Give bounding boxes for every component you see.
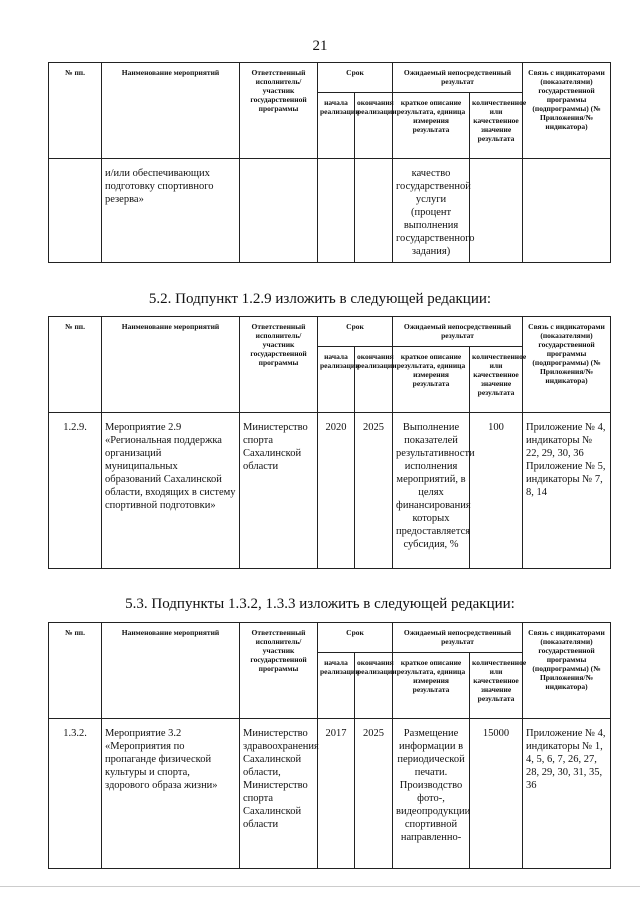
table-row [49,719,611,869]
col-resp-header: Ответственный исполнитель/участник государственной программы [240,63,318,159]
row-link: Приложение № 4, индикаторы № 22, 29, 30, 36 Приложение № 5, индикаторы № 7, 8, 14 [523,413,611,569]
col-desc-header: краткое описание результата, единица измерения результата [393,653,470,719]
col-value-header: количественное или качественное значение результата [470,653,523,719]
col-start-header: начала реализации [318,93,355,159]
row-end: 2025 [355,719,393,869]
row-resp: Министерство спорта Сахалинской области [240,413,318,569]
col-result-header: Ожидаемый непосредственный результат [393,63,523,93]
col-start-header: начала реализации [318,653,355,719]
row-name: и/или обеспечивающих подготовку спортивного резерва» [102,159,240,263]
row-name: Мероприятие 2.9 «Региональная поддержка организаций муниципальных образований Сахалинской области, входящих в систему спортивной подготовки» [102,413,240,569]
col-value-header: количественное или качественное значение результата [470,93,523,159]
section-heading-5-3: 5.3. Подпункты 1.3.2, 1.3.3 изложить в следующей редакции: [125,596,515,612]
col-end-header: окончания реализации [355,653,393,719]
section-heading-5-2: 5.2. Подпункт 1.2.9 изложить в следующей редакции: [148,291,492,307]
row-link [523,159,611,263]
col-name-header: Наименование мероприятий [102,317,240,413]
col-term-header: Срок [318,623,393,653]
col-num-header: № пп. [49,317,102,413]
row-value: 15000 [470,719,523,869]
row-link: Приложение № 4, индикаторы № 1, 4, 5, 6, 7, 26, 27, 28, 29, 30, 31, 35, 36 [523,719,611,869]
table-row [49,413,611,569]
measures-table-3 [48,622,611,869]
col-link-header: Связь с индикаторами (показателями) государственной программы (подпрограммы) (№ Приложения/№ индикатора) [523,623,611,719]
col-start-header: начала реализации [318,347,355,413]
col-term-header: Срок [318,63,393,93]
col-desc-header: краткое описание результата, единица измерения результата [393,347,470,413]
col-result-header: Ожидаемый непосредственный результат [393,623,523,653]
measures-table-1 [48,62,611,263]
row-start: 2017 [318,719,355,869]
row-value [470,159,523,263]
col-end-header: окончания реализации [355,93,393,159]
row-name: Мероприятие 3.2 «Мероприятия по пропаганде физической культуры и спорта, здорового образа жизни» [102,719,240,869]
col-num-header: № пп. [49,623,102,719]
row-resp: Министерство здравоохранения Сахалинской области, Министерство спорта Сахалинской области [240,719,318,869]
row-num: 1.3.2. [49,719,102,869]
row-num: 1.2.9. [49,413,102,569]
table-header-row [49,317,611,347]
col-num-header: № пп. [49,63,102,159]
col-value-header: количественное или качественное значение результата [470,347,523,413]
row-start [318,159,355,263]
row-end [355,159,393,263]
row-start: 2020 [318,413,355,569]
col-name-header: Наименование мероприятий [102,63,240,159]
row-end: 2025 [355,413,393,569]
page-number: 21 [312,38,328,54]
col-name-header: Наименование мероприятий [102,623,240,719]
col-link-header: Связь с индикаторами (показателями) государственной программы (подпрограммы) (№ Приложения/№ индикатора) [523,63,611,159]
row-resp [240,159,318,263]
table-header-row [49,63,611,93]
col-desc-header: краткое описание результата, единица измерения результата [393,93,470,159]
page-bottom-edge [0,886,640,891]
table-header-row [49,623,611,653]
col-end-header: окончания реализации [355,347,393,413]
table-row [49,159,611,263]
col-result-header: Ожидаемый непосредственный результат [393,317,523,347]
col-resp-header: Ответственный исполнитель/участник государственной программы [240,623,318,719]
row-desc: Размещение информации в периодической печати. Производство фото-, видеопродукции спортивной направленно- [393,719,470,869]
col-term-header: Срок [318,317,393,347]
row-desc: Выполнение показателей результативности исполнения мероприятий, в целях финансирования которых предоставляется субсидия, % [393,413,470,569]
row-desc: качество государственной услуги (процент выполнения государственного задания) [393,159,470,263]
row-num [49,159,102,263]
measures-table-2 [48,316,611,569]
col-link-header: Связь с индикаторами (показателями) государственной программы (подпрограммы) (№ Приложения/№ индикатора) [523,317,611,413]
row-value: 100 [470,413,523,569]
col-resp-header: Ответственный исполнитель/участник государственной программы [240,317,318,413]
